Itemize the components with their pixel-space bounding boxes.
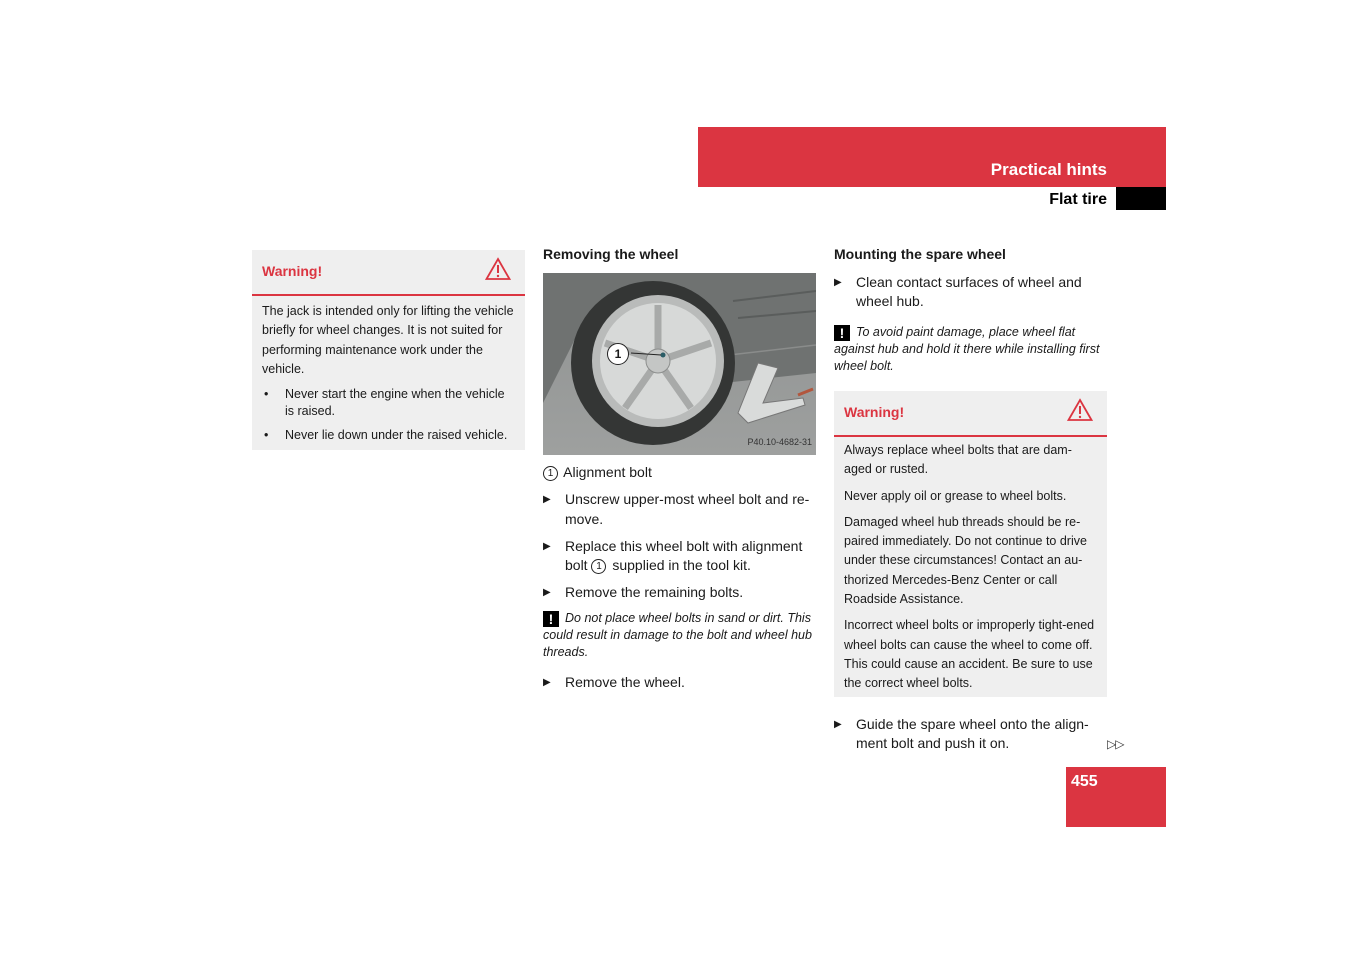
list-item: • Never start the engine when the vehicle is raised. [262,386,515,420]
step-replace: ▶ Replace this wheel bolt with alignment bolt 1 supplied in the tool kit. [543,537,803,574]
triangle-right-icon: ▶ [543,677,551,689]
warning-box-jack [252,250,525,450]
page-number: 455 [1071,773,1098,790]
exclamation-icon: ! [543,611,559,627]
step-guide: ▶ Guide the spare wheel onto the align-ment bolt and push it on. [834,716,1089,752]
column-mounting [834,245,1107,387]
car-wheel-illustration [543,273,816,455]
warning-triangle-icon [1067,398,1093,422]
warning-header [252,250,525,296]
step-clean: ▶ Clean contact surfaces of wheel and wheel hub. [834,274,1082,310]
heading-removing: Removing the wheel [543,246,679,262]
warning-paragraph: Always replace wheel bolts that are dam-aged or rusted. [844,443,1072,477]
warning-bullets [262,386,515,444]
triangle-right-icon: ▶ [543,494,551,506]
exclamation-icon: ! [834,325,850,341]
callout-number: 1 [591,559,606,574]
continue-icon: ▷▷ [1107,737,1124,751]
triangle-right-icon: ▶ [834,277,842,289]
subsection-title: Flat tire [1049,191,1107,208]
warning-paragraph: Damaged wheel hub threads should be re-paired immediately. Do not continue to drive under these circumstances! Contact an au-thorized Mercedes-Benz Center or call Roadside Assistance. [844,514,1087,607]
column-mounting-continued [834,715,1107,761]
warning-box-bolts [834,391,1107,697]
warning-header [834,391,1107,437]
wheel-figure [543,273,816,455]
heading-mounting: Mounting the spare wheel [834,246,1006,262]
figure-code: P40.10-4682-31 [747,437,812,447]
triangle-right-icon: ▶ [834,719,842,730]
warning-paragraph: Never apply oil or grease to wheel bolts. [844,488,1067,503]
step-unscrew: ▶ Unscrew upper-most wheel bolt and re-move. [543,491,810,527]
warning-text: The jack is intended only for lifting the vehicle briefly for wheel changes. It is not suited for performing maintenance work under the vehicle. [262,304,514,376]
note-paint: ! To avoid paint damage, place wheel flat against hub and hold it there while installing first wheel bolt. [834,324,1100,373]
header-tab [1116,187,1166,210]
section-title: Practical hints [990,160,1107,179]
warning-paragraph: Incorrect wheel bolts or improperly tight-ened wheel bolts can cause the wheel to come off. This could cause an accident. Be sure to use the correct wheel bolts. [844,618,1095,691]
callout-marker: 1 [607,343,629,365]
warning-title: Warning! [262,263,323,279]
legend-label: Alignment bolt [563,464,652,481]
step-remove-bolts: ▶ Remove the remaining bolts. [543,583,816,602]
warning-triangle-icon [485,257,511,281]
note-sand: ! Do not place wheel bolts in sand or dirt. This could result in damage to the bolt and wheel hub threads. [543,611,812,660]
list-item: • Never lie down under the raised vehicle. [262,427,515,444]
triangle-right-icon: ▶ [543,540,551,552]
step-remove-wheel: ▶ Remove the wheel. [543,673,816,692]
triangle-right-icon: ▶ [543,587,551,599]
warning-title: Warning! [844,404,905,420]
figure-legend [543,463,816,482]
callout-number: 1 [543,466,558,481]
column-removing [543,245,816,701]
